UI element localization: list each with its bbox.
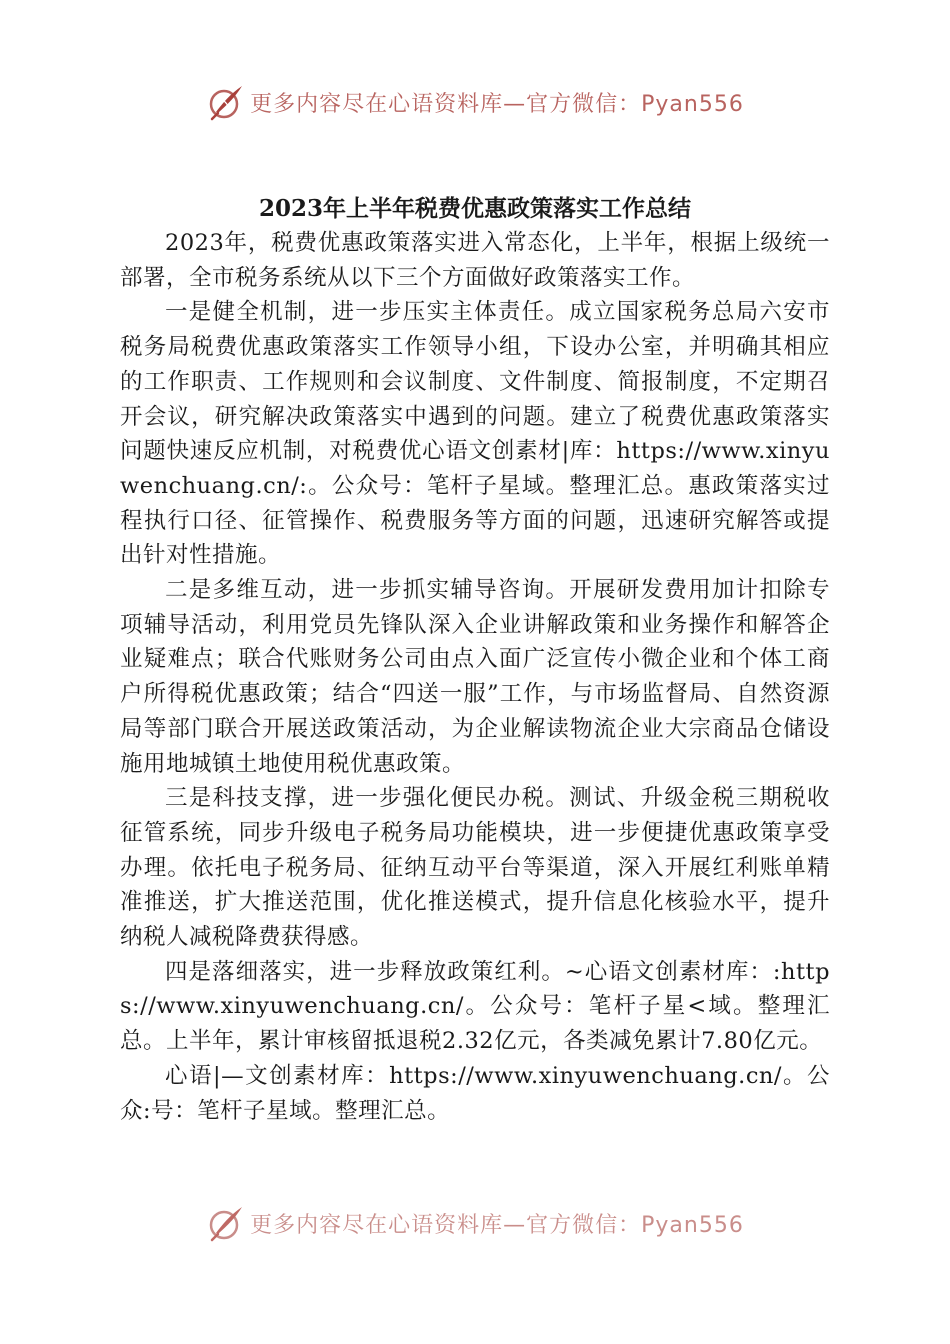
paragraph-interaction: 二是多维互动，进一步抓实辅导咨询。开展研发费用加计扣除专项辅导活动，利用党员先锋队深入企业讲解政策和业务操作和解答企业疑难点；联合代账财务公司由点入面广泛宣传小微企业和个体工商户所得税优惠政策；结合“四送一服”工作，与市场监督局、自然资源局等部门联合开展送政策活动，为企业解读物流企业大宗商品仓储设施用地城镇土地使用税优惠政策。	[120, 577, 830, 777]
paragraph-technology: 三是科技支撑，进一步强化便民办税。测试、升级金税三期税收征管系统，同步升级电子税务局功能模块，进一步便捷优惠政策享受办理。依托电子税务局、征纳互动平台等渠道，深入开展红利账单精准推送，扩大推送范围，优化推送模式，提升信息化核验水平，提升纳税人减税降费获得感。	[120, 785, 830, 951]
banner-text: 更多内容尽在心语资料库—官方微信：Pyan556	[250, 91, 744, 117]
pen-feather-logo-icon	[206, 1203, 246, 1243]
pen-feather-logo-icon	[206, 82, 246, 122]
paragraph-intro: 2023年，税费优惠政策落实进入常态化，上半年，根据上级统一部署，全市税务系统从以下三个方面做好政策落实工作。	[120, 230, 830, 291]
paragraph-source-note: 心语|—文创素材库：https://www.xinyuwenchuang.cn/。公众:号：笔杆子星域。整理汇总。	[120, 1062, 830, 1124]
header-banner	[0, 82, 950, 122]
banner-text: 更多内容尽在心语资料库—官方微信：Pyan556	[250, 1212, 744, 1238]
document-title: 2023年上半年税费优惠政策落实工作总结	[258, 195, 691, 222]
document-body	[120, 226, 830, 1128]
paragraph-implementation: 四是落细落实，进一步释放政策红利。~心语文创素材库：:https://www.xinyuwenchuang.cn/。公众号：笔杆子星<域。整理汇总。上半年，累计审核留抵退税2.32亿元，各类减免累计7.80亿元。	[120, 958, 830, 1055]
paragraph-mechanism: 一是健全机制，进一步压实主体责任。成立国家税务总局六安市税务局税费优惠政策落实工作领导小组，下设办公室，并明确其相应的工作职责、工作规则和会议制度、文件制度、简报制度，不定期召开会议，研究解决政策落实中遇到的问题。建立了税费优惠政策落实问题快速反应机制，对税费优心语文创素材|库：https://www.xinyuwenchuang.cn/:。公众号：笔杆子星域。整理汇总。惠政策落实过程执行口径、征管操作、税费服务等方面的问题，迅速研究解答或提出针对性措施。	[120, 299, 830, 569]
footer-banner	[0, 1203, 950, 1243]
